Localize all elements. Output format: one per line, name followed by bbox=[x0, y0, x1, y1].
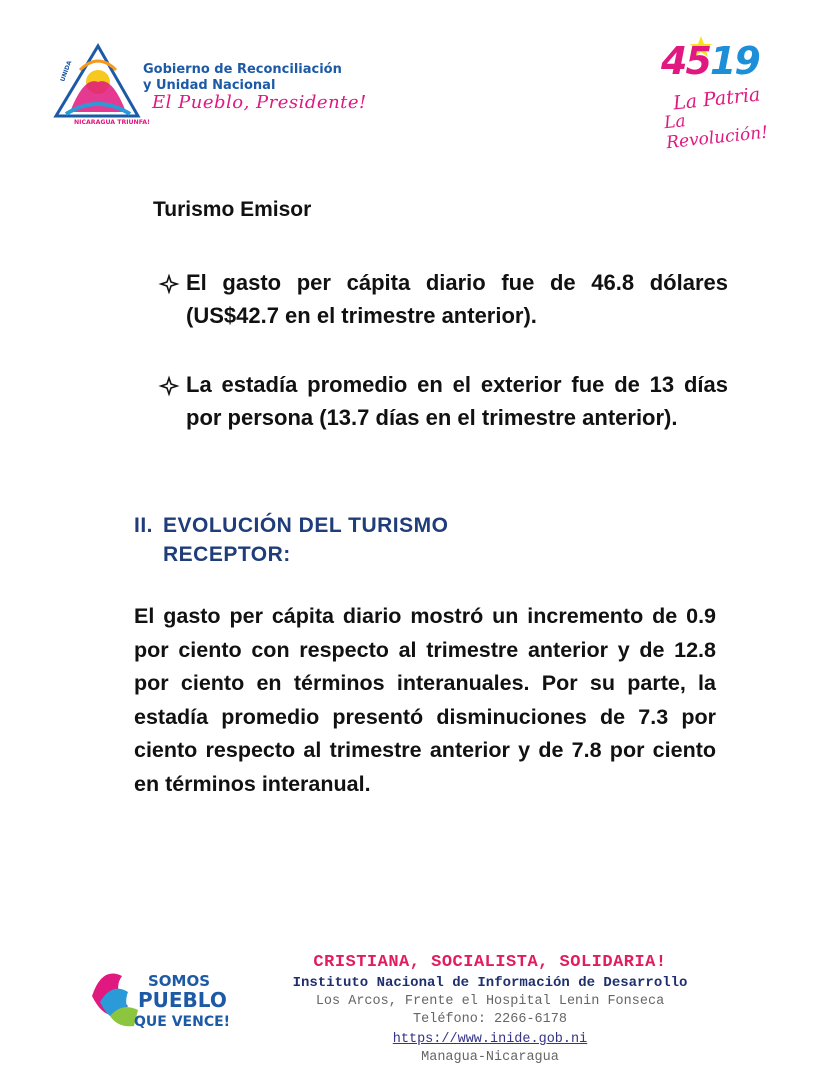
footer-city: Managua-Nicaragua bbox=[421, 1050, 559, 1065]
footer-logo-line1: SOMOS bbox=[148, 972, 211, 990]
anniversary-number: 4519 bbox=[661, 39, 759, 83]
bullet-text: El gasto per cápita diario fue de 46.8 dólares (US$42.7 en el trimestre anterior). bbox=[186, 270, 728, 328]
footer-institute: Instituto Nacional de Información de Desarrollo bbox=[292, 975, 688, 991]
body-paragraph: El gasto per cápita diario mostró un incremento de 0.9 por ciento con respecto al trimestre anterior y de 12.8 por ciento en términos interanuales. Por su parte, la estadía promedio presentó disminuciones de 7.3 por ciento respecto al trimestre anterior y de 7.8 por ciento en términos interanual. bbox=[134, 604, 716, 796]
bullet-item bbox=[160, 266, 728, 332]
anniversary-line2: La Revolución! bbox=[663, 111, 769, 154]
section-number: II. bbox=[134, 514, 154, 537]
bullet-text: La estadía promedio en el exterior fue de 13 días por persona (13.7 días en el trimestre anterior). bbox=[186, 372, 728, 430]
government-name bbox=[143, 62, 342, 94]
somos-pueblo-logo bbox=[88, 962, 231, 1032]
footer-logo-line2: PUEBLO bbox=[138, 988, 227, 1012]
anniversary-line1: La Patria bbox=[672, 83, 762, 115]
government-name-line1: Gobierno de Reconciliación bbox=[143, 62, 342, 77]
government-logo bbox=[50, 42, 150, 127]
footer-phone: Teléfono: 2266-6178 bbox=[413, 1012, 567, 1027]
gov-logo-side-text: UNIDA bbox=[59, 59, 74, 83]
footer-logo-line3: QUE VENCE! bbox=[134, 1014, 231, 1030]
footer-motto: CRISTIANA, SOCIALISTA, SOLIDARIA! bbox=[313, 953, 667, 972]
gov-logo-arc-text: NICARAGUA TRIUNFA! bbox=[74, 119, 150, 126]
bullet-item bbox=[160, 368, 728, 434]
government-name-line2: y Unidad Nacional bbox=[143, 78, 276, 93]
footer-contact bbox=[250, 952, 730, 1067]
diamond-bullet-icon bbox=[160, 275, 178, 293]
government-slogan: El Pueblo, Presidente! bbox=[152, 92, 367, 113]
anniversary-badge bbox=[655, 35, 785, 154]
section-title: EVOLUCIÓN DEL TURISMO RECEPTOR: bbox=[163, 514, 449, 566]
section-heading bbox=[134, 511, 494, 569]
footer-address: Los Arcos, Frente el Hospital Lenin Fonseca bbox=[315, 994, 665, 1009]
footer-website-link[interactable]: https://www.inide.gob.ni bbox=[392, 1032, 588, 1047]
diamond-bullet-icon bbox=[160, 377, 178, 395]
subheading-turismo-emisor: Turismo Emisor bbox=[153, 198, 312, 221]
